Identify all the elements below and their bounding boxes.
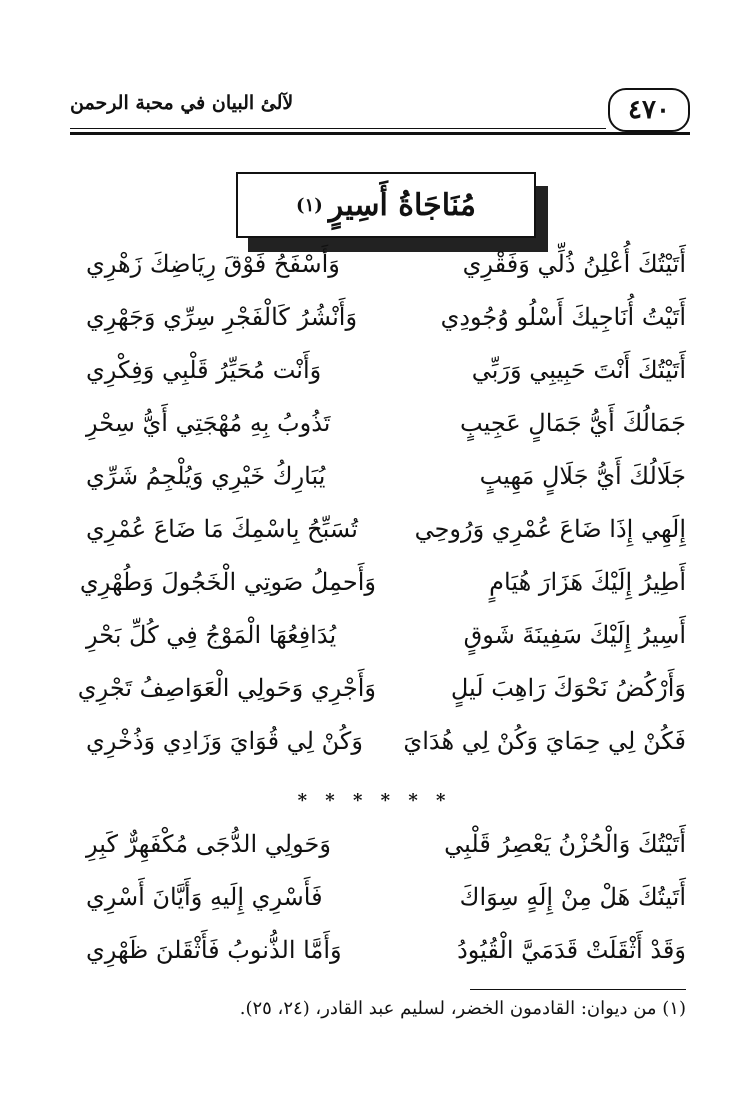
verse-line xyxy=(86,727,686,777)
poem-title: مُنَاجَاةُ أَسِيرٍ xyxy=(328,187,476,223)
verse-line xyxy=(86,830,686,880)
verse-second-hemistich: يُبَارِكُ خَيْرِي وَيُلْجِمُ شَرِّي xyxy=(86,462,326,490)
verse-line xyxy=(79,568,686,618)
verse-second-hemistich: وَأَمَّا الذُّنوبُ فَأَثْقَلنَ ظَهْرِي xyxy=(86,936,342,964)
verse-second-hemistich: وَكُنْ لِي قُوَايَ وَزَادِي وَذُخْرِي xyxy=(86,727,363,755)
verse-first-hemistich: أَتَيتُكَ هَلْ مِنْ إِلَهٍ سِوَاكَ xyxy=(459,883,686,911)
verse-line xyxy=(77,674,686,724)
verse-first-hemistich: وَقَدْ أَثْقَلَتْ قَدَمَيَّ الْقُيُودُ xyxy=(457,936,686,964)
footnote-reference: (١) xyxy=(296,194,323,216)
verse-line xyxy=(86,515,686,565)
verse-line xyxy=(86,250,686,300)
verse-second-hemistich: وَأَنْت مُحَيِّرُ قَلْبِي وَفِكْرِي xyxy=(86,356,322,384)
verse-first-hemistich: جَلَالُكَ أَيُّ جَلَالٍ مَهِيبٍ xyxy=(479,462,686,490)
verse-second-hemistich: فَأَسْرِي إِلَيهِ وَأَيَّانَ أَسْرِي xyxy=(86,883,323,911)
footnote-rule xyxy=(470,989,686,990)
page-header xyxy=(70,86,690,136)
verse-line xyxy=(86,883,686,933)
verse-line xyxy=(86,303,686,353)
verse-second-hemistich: وَحَولِي الدُّجَى مُكْفَهِرٌّ كَبِرِ xyxy=(86,830,331,858)
verse-first-hemistich: أَتَيْتُكَ أَنْتَ حَبِيبِي وَرَبِّي xyxy=(471,356,686,384)
verse-first-hemistich: أَسِيرُ إِلَيْكَ سَفِينَةَ شَوقٍ xyxy=(463,621,686,649)
verse-line xyxy=(86,462,686,512)
poem-title-box xyxy=(236,172,536,238)
verse-second-hemistich: وَأَنْشُرُ كَالْفَجْرِ سِرِّي وَجَهْرِي xyxy=(86,303,358,331)
verse-line xyxy=(86,621,686,671)
footnote: (١) من ديوان: القادمون الخضر، لسليم عبد القادر، (٢٤، ٢٥). xyxy=(239,998,686,1019)
section-separator: * * * * * * xyxy=(297,790,452,811)
verse-first-hemistich: أَطِيرُ إِلَيْكَ هَزَارَ هُيَامٍ xyxy=(489,568,686,596)
verse-second-hemistich: وَأَجْرِي وَحَولِي الْعَوَاصِفُ تَجْرِي xyxy=(77,674,376,702)
verse-second-hemistich: تَذُوبُ بِهِ مُهْجَتِي أَيُّ سِحْرِ xyxy=(86,409,331,437)
verse-first-hemistich: فَكُنْ لِي حِمَايَ وَكُنْ لِي هُدَايَ xyxy=(403,727,686,755)
verse-first-hemistich: إِلَهِي إِذَا ضَاعَ عُمْرِي وَرُوحِي xyxy=(414,515,686,543)
running-title: لآلئ البيان في محبة الرحمن xyxy=(70,92,294,114)
verse-second-hemistich: يُدَافِعُهَا الْمَوْجُ فِي كُلِّ بَحْرِ xyxy=(86,621,337,649)
verse-line xyxy=(86,936,686,986)
verse-line xyxy=(86,409,686,459)
page-number xyxy=(608,88,690,132)
verse-second-hemistich: تُسَبِّحُ بِاسْمِكَ مَا ضَاعَ عُمْرِي xyxy=(86,515,358,543)
verse-first-hemistich: أَتَيْتُ أُنَاجِيكَ أَسْلُو وُجُودِي xyxy=(440,303,686,331)
verse-first-hemistich: أَتَيْتُكَ وَالْحُزْنُ يَعْصِرُ قَلْبِي xyxy=(444,830,686,858)
verse-second-hemistich: وَأَحمِلُ صَوتِي الْخَجُولَ وَطُهْرِي xyxy=(79,568,376,596)
verse-first-hemistich: أَتَيْتُكَ أُعْلِنُ ذُلِّي وَفَقْرِي xyxy=(462,250,686,278)
verse-first-hemistich: جَمَالُكَ أَيُّ جَمَالٍ عَجِيبٍ xyxy=(460,409,686,437)
verse-line xyxy=(86,356,686,406)
header-rule xyxy=(70,128,606,129)
page-number-text: ٤٧٠ xyxy=(628,95,670,125)
verse-first-hemistich: وَأَرْكُضُ نَحْوَكَ رَاهِبَ لَيلٍ xyxy=(450,674,686,702)
header-rule-thick xyxy=(70,132,690,135)
verse-second-hemistich: وَأَسْفَحُ فَوْقَ رِيَاضِكَ زَهْرِي xyxy=(86,250,340,278)
